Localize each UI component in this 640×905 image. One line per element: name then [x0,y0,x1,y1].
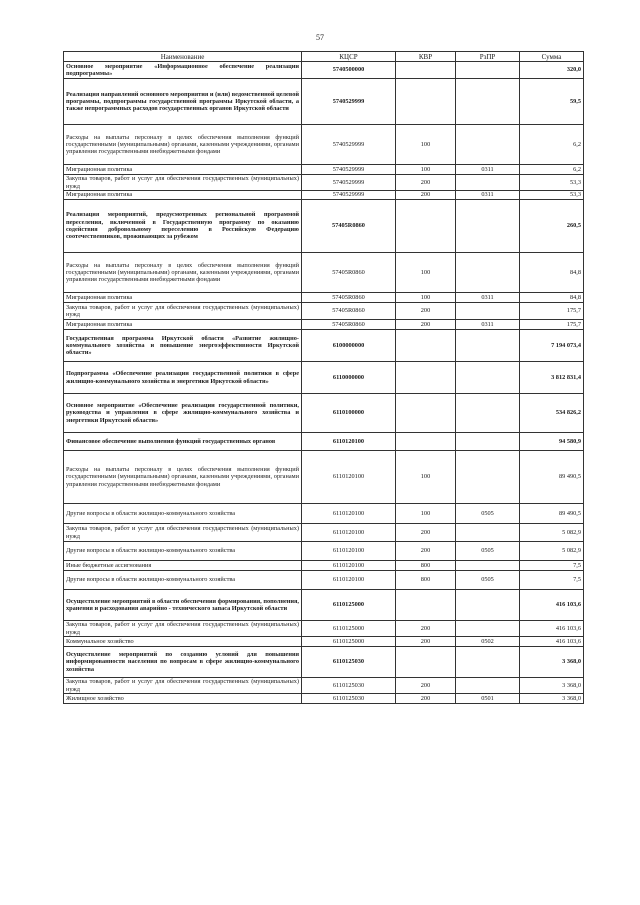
row-sum: 260,5 [520,200,584,253]
table-row [64,253,584,293]
row-kvr: 100 [396,293,456,303]
row-sum: 94 580,9 [520,433,584,451]
table-row [64,200,584,253]
row-rzpr [456,451,520,504]
table-row [64,62,584,79]
row-rzpr [456,524,520,542]
row-kvr: 200 [396,303,456,320]
row-sum: 84,8 [520,253,584,293]
row-rzpr: 0311 [456,320,520,330]
row-sum: 84,8 [520,293,584,303]
row-name: Подпрограмма «Обеспечение реализации государственной политики в сфере жилищно-коммунального хозяйства и энергетики Иркутской области» [64,362,302,394]
row-kvr [396,330,456,362]
row-rzpr [456,79,520,125]
row-kvr: 200 [396,320,456,330]
row-sum: 320,0 [520,62,584,79]
row-name: Закупка товаров, работ и услуг для обеспечения государственных (муниципальных) нужд [64,524,302,542]
row-sum: 89 490,5 [520,451,584,504]
row-sum: 3 368,0 [520,678,584,694]
row-name: Иные бюджетные ассигнования [64,561,302,571]
row-rzpr [456,253,520,293]
row-rzpr [456,362,520,394]
row-kcsr: 6110120100 [302,524,396,542]
table-row [64,303,584,320]
row-kcsr: 6110100000 [302,394,396,433]
table-row [64,504,584,524]
column-header-kcsr: КЦСР [302,52,396,62]
row-sum: 3 368,0 [520,647,584,678]
row-rzpr: 0502 [456,637,520,647]
column-header-rzpr: РзПР [456,52,520,62]
row-rzpr [456,175,520,191]
row-sum: 5 082,9 [520,542,584,561]
row-name: Закупка товаров, работ и услуг для обеспечения государственных (муниципальных) нужд [64,621,302,637]
row-rzpr: 0311 [456,293,520,303]
row-kcsr: 6110120100 [302,542,396,561]
row-kvr: 200 [396,678,456,694]
row-kvr: 100 [396,504,456,524]
row-kvr: 200 [396,694,456,704]
row-sum: 7,5 [520,561,584,571]
row-kcsr: 6110125030 [302,694,396,704]
row-kcsr: 5740529999 [302,125,396,165]
row-kvr: 800 [396,561,456,571]
row-kcsr: 5740529999 [302,191,396,200]
row-rzpr [456,200,520,253]
budget-table [63,51,584,704]
table-row [64,571,584,590]
table-row [64,694,584,704]
row-name: Основное мероприятие «Информационное обеспечение реализации подпрограммы» [64,62,302,79]
row-kcsr: 6110125000 [302,621,396,637]
row-rzpr: 0505 [456,504,520,524]
row-rzpr: 0311 [456,165,520,175]
row-kcsr: 6110125030 [302,678,396,694]
row-kcsr: 5740529999 [302,165,396,175]
table-row [64,524,584,542]
row-kvr: 200 [396,542,456,561]
row-sum: 7,5 [520,571,584,590]
table-row [64,590,584,621]
table-row [64,542,584,561]
row-sum: 175,7 [520,320,584,330]
row-kvr [396,62,456,79]
row-kvr [396,647,456,678]
table-row [64,394,584,433]
row-rzpr [456,62,520,79]
row-kcsr: 5740500000 [302,62,396,79]
row-name: Другие вопросы в области жилищно-коммунального хозяйства [64,571,302,590]
row-kvr [396,79,456,125]
column-header-name: Наименование [64,52,302,62]
row-name: Основное мероприятие «Обеспечение реализации государственной политики, руководства и управления в сфере жилищно-коммунального хозяйства и энергетики Иркутской области» [64,394,302,433]
row-sum: 5 082,9 [520,524,584,542]
page-number: 57 [316,33,324,42]
table-row [64,647,584,678]
table-row [64,362,584,394]
row-kcsr: 6110125000 [302,637,396,647]
row-kvr [396,394,456,433]
row-kvr: 200 [396,637,456,647]
row-name: Закупка товаров, работ и услуг для обеспечения государственных (муниципальных) нужд [64,303,302,320]
row-name: Реализация направлений основного мероприятия и (или) ведомственной целевой программы, подпрограммы государственной программы Иркутской области, а также непрограммных расходов государственных органов Иркутской области [64,79,302,125]
row-kcsr: 6110120100 [302,504,396,524]
table-row [64,451,584,504]
row-kvr: 200 [396,191,456,200]
row-kcsr: 6110120100 [302,451,396,504]
table-row [64,678,584,694]
table-row [64,125,584,165]
row-kvr: 200 [396,175,456,191]
row-kcsr: 6110120100 [302,561,396,571]
row-kvr [396,590,456,621]
row-kvr [396,433,456,451]
row-kcsr: 57405R0860 [302,320,396,330]
row-sum: 3 368,0 [520,694,584,704]
row-name: Миграционная политика [64,293,302,303]
table-row [64,621,584,637]
column-header-kvr: КВР [396,52,456,62]
row-kvr [396,200,456,253]
table-header-row [64,52,584,62]
row-name: Финансовое обеспечение выполнения функций государственных органов [64,433,302,451]
row-rzpr [456,303,520,320]
row-kcsr: 6110120100 [302,433,396,451]
row-rzpr: 0311 [456,191,520,200]
row-name: Жилищное хозяйство [64,694,302,704]
row-kcsr: 57405R0860 [302,303,396,320]
row-name: Закупка товаров, работ и услуг для обеспечения государственных (муниципальных) нужд [64,678,302,694]
column-header-sum: Сумма [520,52,584,62]
row-name: Миграционная политика [64,165,302,175]
row-kcsr: 57405R0860 [302,293,396,303]
row-kvr: 800 [396,571,456,590]
row-rzpr [456,647,520,678]
row-rzpr [456,621,520,637]
row-rzpr: 0505 [456,571,520,590]
row-sum: 53,3 [520,175,584,191]
row-rzpr: 0505 [456,542,520,561]
row-kcsr: 6100000000 [302,330,396,362]
row-kvr [396,362,456,394]
row-sum: 6,2 [520,165,584,175]
row-rzpr [456,561,520,571]
row-name: Миграционная политика [64,191,302,200]
row-kcsr: 57405R0860 [302,200,396,253]
row-name: Коммунальное хозяйство [64,637,302,647]
row-kcsr: 6110125000 [302,590,396,621]
row-name: Расходы на выплаты персоналу в целях обеспечения выполнения функций государственными (муниципальными) органами, казенными учреждениями, органами управления государственными внебюджетными фондами [64,125,302,165]
row-sum: 59,5 [520,79,584,125]
row-sum: 3 812 831,4 [520,362,584,394]
row-kvr: 100 [396,451,456,504]
row-kcsr: 6110000000 [302,362,396,394]
row-sum: 6,2 [520,125,584,165]
row-name: Расходы на выплаты персоналу в целях обеспечения выполнения функций государственными (муниципальными) органами, казенными учреждениями, органами управления государственными внебюджетными фондами [64,451,302,504]
table-row [64,175,584,191]
table-row [64,637,584,647]
row-kcsr: 57405R0860 [302,253,396,293]
row-name: Другие вопросы в области жилищно-коммунального хозяйства [64,542,302,561]
row-sum: 534 826,2 [520,394,584,433]
row-name: Другие вопросы в области жилищно-коммунального хозяйства [64,504,302,524]
row-name: Реализация мероприятий, предусмотренных региональной программой переселения, включенной в Государственную программу по оказанию содействия добровольному переселению в Российскую Федерацию соотечественников, проживающих за рубежом [64,200,302,253]
row-kvr: 100 [396,125,456,165]
table-row [64,293,584,303]
row-kcsr: 5740529999 [302,175,396,191]
row-kvr: 200 [396,621,456,637]
row-name: Миграционная политика [64,320,302,330]
row-rzpr [456,433,520,451]
row-sum: 89 490,5 [520,504,584,524]
row-rzpr [456,330,520,362]
row-name: Расходы на выплаты персоналу в целях обеспечения выполнения функций государственными (муниципальными) органами, казенными учреждениями, органами управления государственными внебюджетными фондами [64,253,302,293]
row-kcsr: 6110125030 [302,647,396,678]
row-sum: 416 103,6 [520,637,584,647]
row-rzpr: 0501 [456,694,520,704]
row-kvr: 100 [396,165,456,175]
table-row [64,320,584,330]
row-kcsr: 6110120100 [302,571,396,590]
row-kcsr: 5740529999 [302,79,396,125]
row-name: Осуществление мероприятий в области обеспечения формирования, пополнения, хранения и расходования аварийно - технического запаса Иркутской области [64,590,302,621]
row-name: Государственная программа Иркутской области «Развитие жилищно-коммунального хозяйства и повышение энергоэффективности Иркутской области» [64,330,302,362]
table-row [64,433,584,451]
row-sum: 416 103,6 [520,590,584,621]
row-rzpr [456,678,520,694]
row-kvr: 100 [396,253,456,293]
row-kvr: 200 [396,524,456,542]
row-rzpr [456,125,520,165]
row-sum: 416 103,6 [520,621,584,637]
row-name: Закупка товаров, работ и услуг для обеспечения государственных (муниципальных) нужд [64,175,302,191]
row-sum: 53,3 [520,191,584,200]
table-row [64,79,584,125]
row-rzpr [456,394,520,433]
row-sum: 7 194 073,4 [520,330,584,362]
row-sum: 175,7 [520,303,584,320]
table-row [64,191,584,200]
table-row [64,165,584,175]
table-row [64,561,584,571]
row-name: Осуществление мероприятий по созданию условий для повышения информированности населения по вопросам в сфере жилищно-коммунального хозяйства [64,647,302,678]
row-rzpr [456,590,520,621]
table-row [64,330,584,362]
table-body [64,62,584,704]
